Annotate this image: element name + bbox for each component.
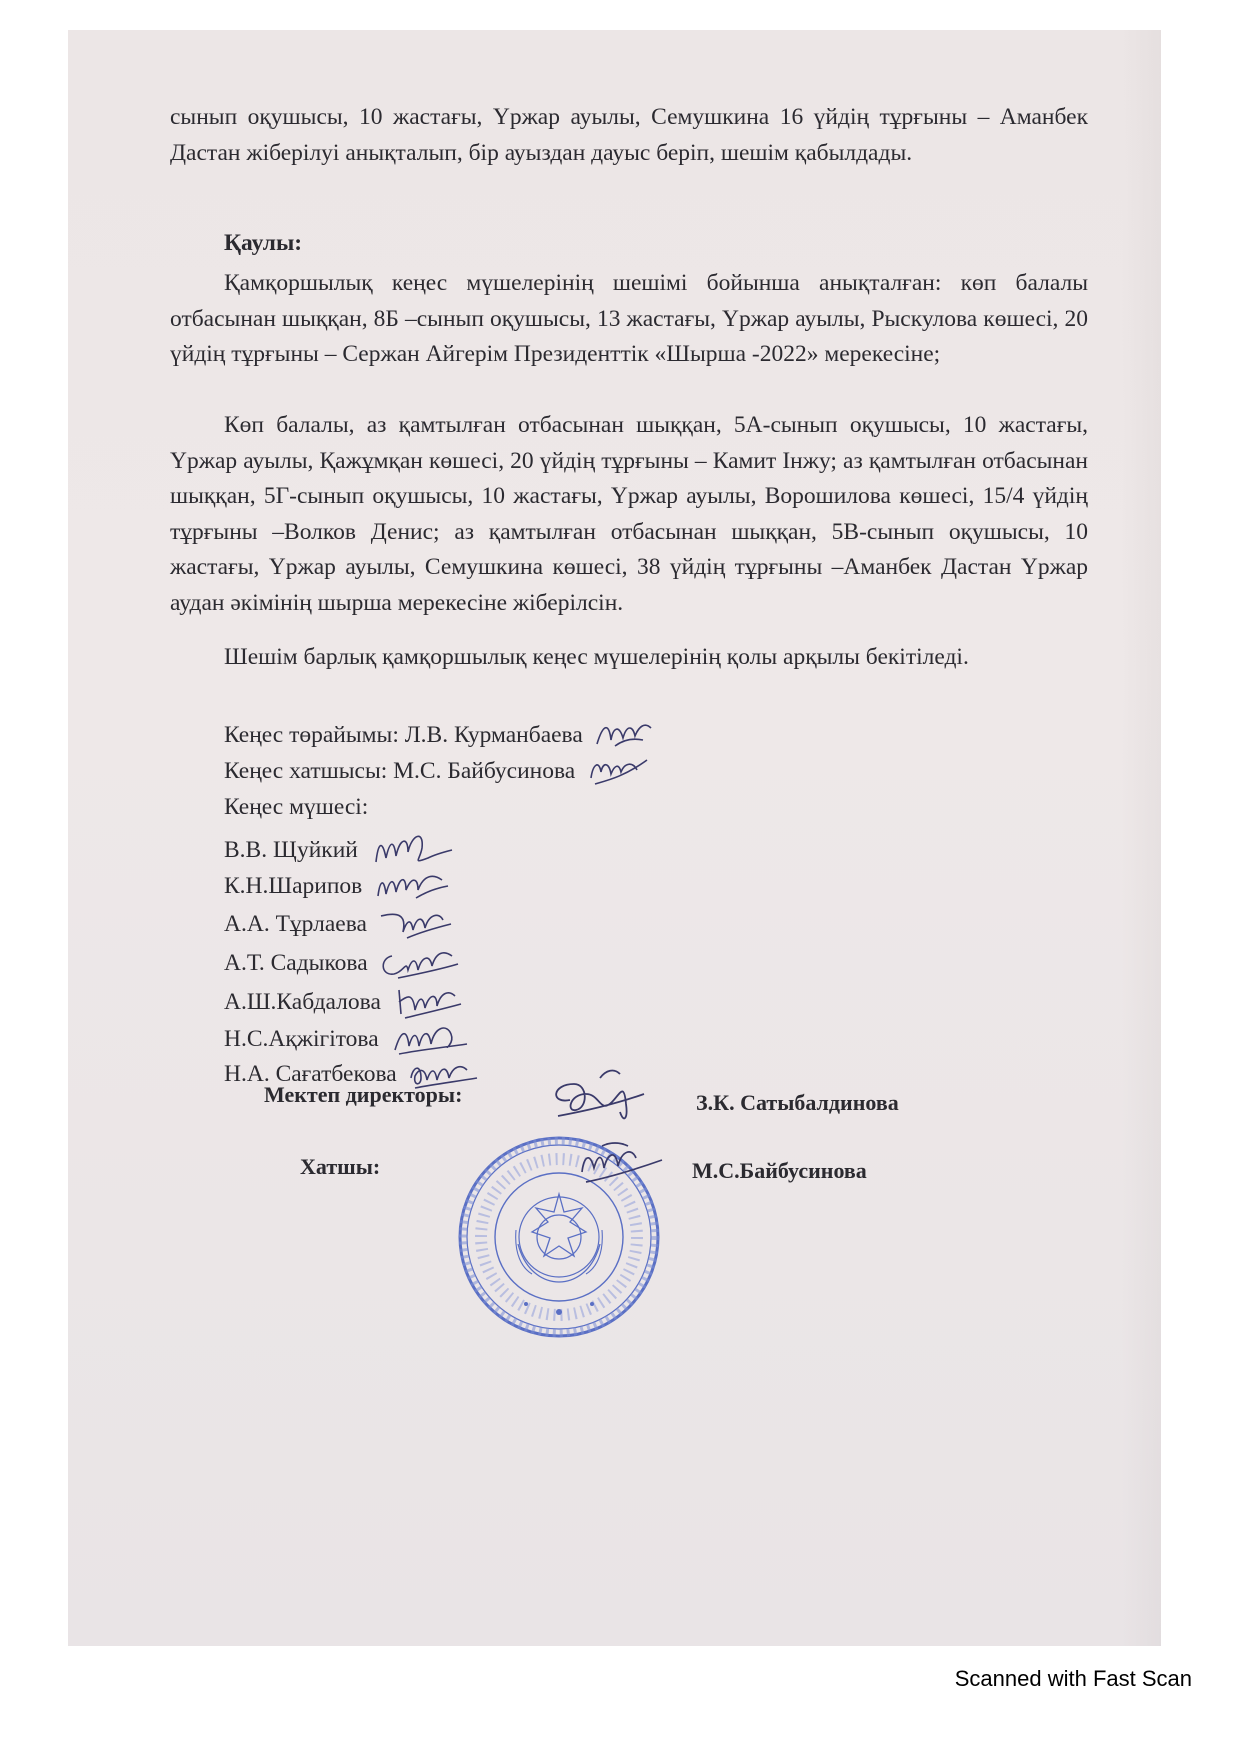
council-secretary: Кеңес хатшысы: М.С. Байбусинова bbox=[224, 758, 576, 784]
paragraph-resolution: Қамқоршылық кеңес мүшелерінің шешімі бойынша анықталған: көп балалы отбасынан шыққан, 8Б –сынып оқушысы, 13 жастағы, Үржар ауылы, Рыскулова көшесі, 20 үйдің тұрғыны – Сержан Айгерім Президенттік «Шырша -2022» мерекесіне; bbox=[170, 270, 1088, 367]
scanner-watermark: Scanned with Fast Scan bbox=[954, 1666, 1192, 1691]
member-name: А.Т. Садыкова bbox=[224, 950, 368, 976]
paragraph-approval: Шешім барлық қамқоршылық кеңес мүшелерінің қолы арқылы бекітіледі. bbox=[224, 644, 969, 670]
member-line bbox=[224, 1020, 473, 1058]
signature-member-6 bbox=[389, 1020, 473, 1058]
signature-member-3 bbox=[377, 906, 457, 942]
council-members-label: Кеңес мүшесі: bbox=[224, 794, 369, 820]
resolution-heading: Қаулы: bbox=[224, 230, 303, 256]
signature-member-4 bbox=[378, 944, 462, 982]
member-line bbox=[224, 944, 462, 982]
document-page bbox=[68, 30, 1161, 1646]
secretary-label: Хатшы: bbox=[300, 1154, 381, 1179]
member-name: Н.С.Ақжігітова bbox=[224, 1026, 379, 1052]
member-name: А.Ш.Кабдалова bbox=[224, 989, 381, 1015]
secretary-name: М.С.Байбусинова bbox=[692, 1158, 867, 1183]
member-line bbox=[224, 906, 457, 942]
council-chair-line bbox=[224, 718, 655, 752]
member-line bbox=[224, 982, 467, 1022]
member-name: Н.А. Сағатбекова bbox=[224, 1061, 397, 1087]
member-line bbox=[224, 828, 458, 872]
signature-secretary bbox=[585, 754, 655, 788]
director-label: Мектеп директоры: bbox=[264, 1082, 463, 1107]
paragraph-intro: сынып оқушысы, 10 жастағы, Үржар ауылы, Семушкина 16 үйдің тұрғыны – Аманбек Дастан жіберілуі анықталып, бір ауыздан дауыс беріп, шешім қабылдады. bbox=[170, 104, 1088, 166]
signature-director bbox=[540, 1064, 650, 1128]
signature-official-secretary bbox=[572, 1138, 668, 1190]
council-secretary-line bbox=[224, 754, 655, 788]
member-line bbox=[224, 868, 452, 904]
director-name: З.К. Сатыбалдинова bbox=[696, 1090, 899, 1115]
signature-member-1 bbox=[368, 828, 458, 872]
signature-member-5 bbox=[391, 982, 467, 1022]
paragraph-children: Көп балалы, аз қамтылған отбасынан шыққан, 5А-сынып оқушысы, 10 жастағы, Үржар ауылы, Қажұмқан көшесі, 20 үйдің тұрғыны – Камит Інжу; аз қамтылған отбасынан шыққан, 5Г-сынып оқушысы, 10 жастағы, Үржар ауылы, Ворошилова көшесі, 15/4 үйдің тұрғыны –Волков Денис; аз қамтылған отбасынан шыққан, 5В-сынып оқушысы, 10 жастағы, Үржар ауылы, Семушкина көшесі, 38 үйдің тұрғыны –Аманбек Дастан Үржар аудан әкімінің шырша мерекесіне жіберілсін. bbox=[170, 412, 1088, 616]
council-chair: Кеңес төрайымы: Л.В. Курманбаева bbox=[224, 722, 583, 748]
member-name: К.Н.Шарипов bbox=[224, 873, 363, 899]
member-name: В.В. Щуйкий bbox=[224, 837, 358, 863]
member-name: А.А. Тұрлаева bbox=[224, 911, 367, 937]
signature-member-2 bbox=[372, 868, 452, 904]
signature-chair bbox=[593, 718, 655, 752]
